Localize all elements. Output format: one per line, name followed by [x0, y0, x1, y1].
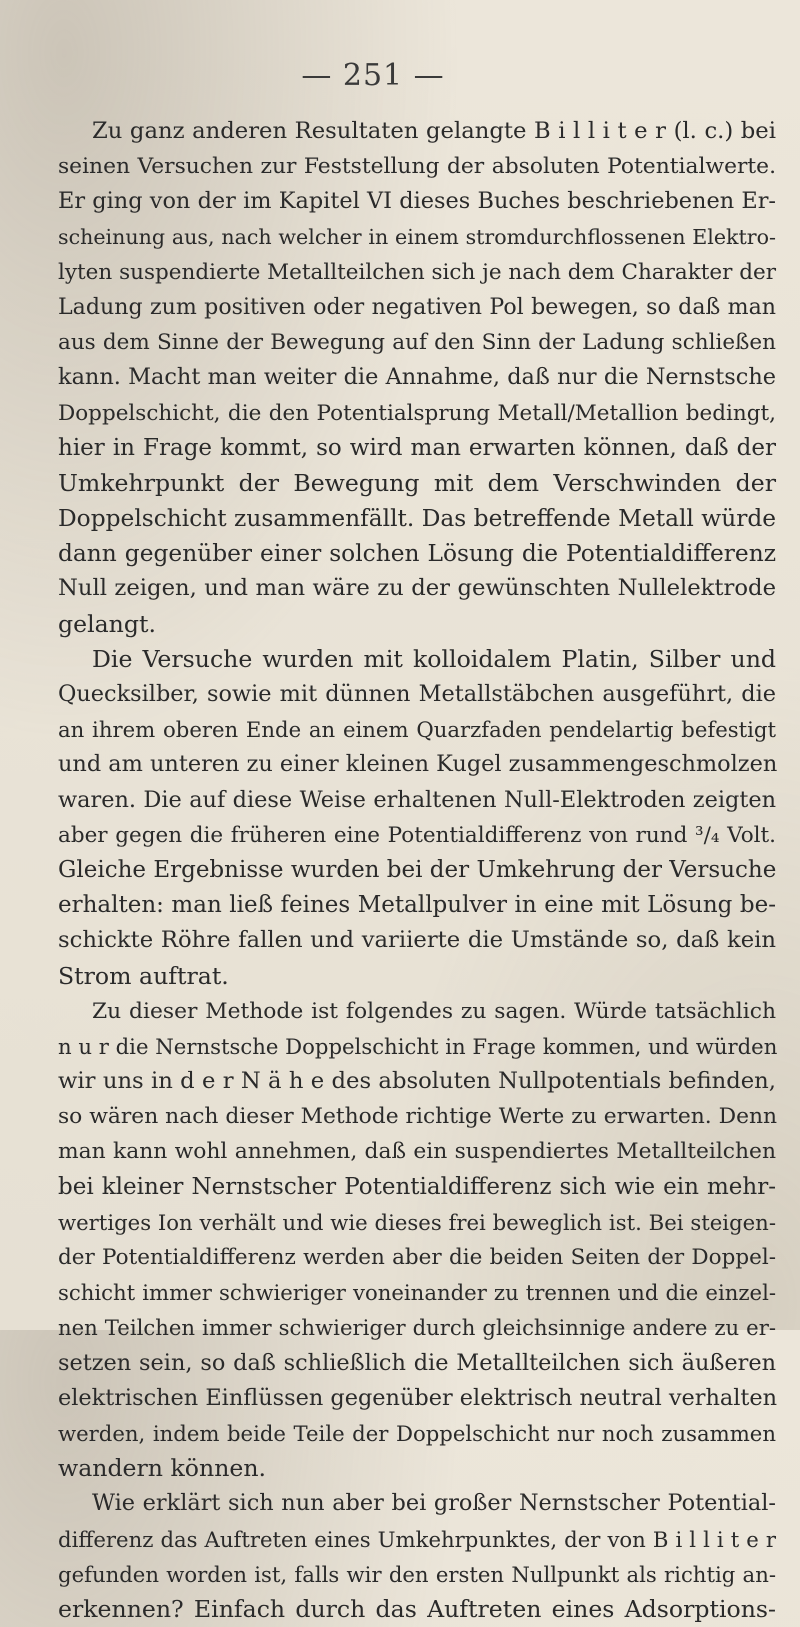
- text-line: bei kleiner Nernstscher Potentialdifferenz sich wie ein mehr-: [58, 1173, 776, 1200]
- text-line: der Potentialdifferenz werden aber die beiden Seiten der Doppel-: [58, 1245, 776, 1270]
- text-line: Wie erklärt sich nun aber bei großer Nernstscher Potential-: [92, 1490, 776, 1517]
- text-line: gelangt.: [58, 609, 156, 638]
- text-line: und am unteren zu einer kleinen Kugel zusammengeschmolzen: [58, 751, 778, 778]
- text-line: setzen sein, so daß schließlich die Metallteilchen sich äußeren: [58, 1349, 776, 1376]
- text-line: scheinung aus, nach welcher in einem stromdurchflossenen Elektro-: [58, 224, 776, 249]
- text-line: waren. Die auf diese Weise erhaltenen Null-Elektroden zeigten: [58, 786, 776, 813]
- text-line: so wären nach dieser Methode richtige Werte zu erwarten. Denn: [58, 1104, 778, 1130]
- book-page: [58, 58, 778, 1623]
- text-line: Gleiche Ergebnisse wurden bei der Umkehrung der Versuche: [58, 856, 777, 883]
- text-line: man kann wohl annehmen, daß ein suspendiertes Metallteilchen: [58, 1139, 776, 1165]
- text-line: Null zeigen, und man wäre zu der gewünschten Nullelektrode: [58, 575, 776, 602]
- text-line: schicht immer schwieriger voneinander zu trennen und die einzel-: [58, 1280, 776, 1306]
- text-line: wir uns in d e r N ä h e des absoluten Nullpotentials befinden,: [58, 1068, 776, 1095]
- text-line: an ihrem oberen Ende an einem Quarzfaden pendelartig befestigt: [58, 717, 776, 743]
- text-line: n u r die Nernstsche Doppelschicht in Frage kommen, und würden: [58, 1033, 778, 1059]
- text-line: differenz das Auftreten eines Umkehrpunktes, der von B i l l i t e r: [58, 1526, 776, 1552]
- text-line: Zu dieser Methode ist folgendes zu sagen. Würde tatsächlich: [92, 998, 776, 1024]
- text-line: elektrischen Einflüssen gegenüber elektrisch neutral verhalten: [58, 1384, 778, 1411]
- text-line: hier in Frage kommt, so wird man erwarten können, daß der: [58, 434, 776, 461]
- body-text: [58, 114, 776, 1627]
- text-line: erkennen? Einfach durch das Auftreten eines Adsorptions-: [58, 1594, 776, 1623]
- text-line: schickte Röhre fallen und variierte die Umstände so, daß kein: [58, 927, 776, 954]
- page-number: — 251 —: [301, 58, 445, 93]
- text-line: wertiges Ion verhält und wie dieses frei beweglich ist. Bei steigen-: [58, 1209, 776, 1235]
- text-line: Quecksilber, sowie mit dünnen Metallstäbchen ausgeführt, die: [58, 681, 776, 707]
- text-line: erhalten: man ließ feines Metallpulver in eine mit Lösung be-: [58, 892, 776, 919]
- text-line: lyten suspendierte Metallteilchen sich je nach dem Charakter der: [58, 259, 776, 285]
- text-line: Die Versuche wurden mit kolloidalem Platin, Silber und: [92, 644, 776, 673]
- text-line: Doppelschicht zusammenfällt. Das betreffende Metall würde: [58, 505, 777, 533]
- text-line: aber gegen die früheren eine Potentialdifferenz von rund ³/₄ Volt.: [58, 822, 776, 848]
- text-line: Strom auftrat.: [58, 961, 229, 990]
- text-line: Ladung zum positiven oder negativen Pol bewegen, so daß man: [58, 293, 776, 320]
- text-line: Zu ganz anderen Resultaten gelangte B i l l i t e r (l. c.) bei: [92, 118, 776, 144]
- text-line: Umkehrpunkt der Bewegung mit dem Verschwinden der: [58, 468, 776, 497]
- text-line: wandern können.: [58, 1454, 267, 1483]
- text-line: dann gegenüber einer solchen Lösung die Potentialdifferenz: [58, 540, 776, 568]
- text-line: kann. Macht man weiter die Annahme, daß nur die Nernstsche: [58, 364, 776, 391]
- text-line: nen Teilchen immer schwieriger durch gleichsinnige andere zu er-: [58, 1315, 776, 1341]
- text-line: aus dem Sinne der Bewegung auf den Sinn der Ladung schließen: [58, 330, 776, 356]
- text-line: gefunden worden ist, falls wir den ersten Nullpunkt als richtig an-: [58, 1561, 776, 1587]
- text-line: Er ging von der im Kapitel VI dieses Buches beschriebenen Er-: [58, 188, 776, 215]
- text-line: Doppelschicht, die den Potentialsprung Metall/Metallion bedingt,: [58, 400, 776, 426]
- text-line: werden, indem beide Teile der Doppelschicht nur noch zusammen: [58, 1420, 776, 1446]
- text-line: seinen Versuchen zur Feststellung der absoluten Potentialwerte.: [58, 154, 776, 180]
